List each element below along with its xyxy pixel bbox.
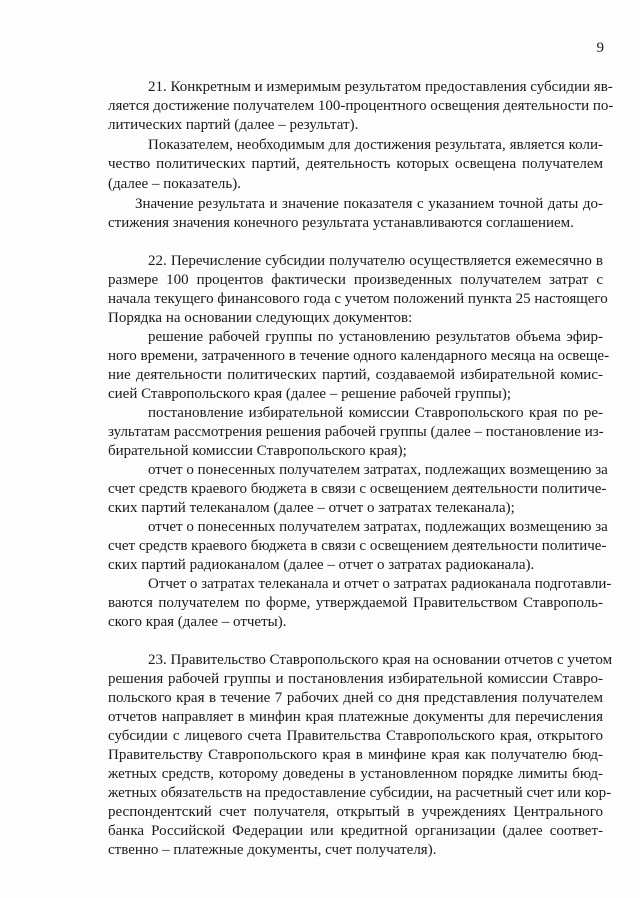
text-line: польского края в течение 7 рабочих дней со дня представления получателем [108, 690, 603, 706]
text-line: Значение результата и значение показателя с указанием точной даты до- [135, 196, 603, 212]
page-number: 9 [596, 40, 604, 56]
text-line: ваются получателем по форме, утверждаемой Правительством Ставрополь- [108, 595, 603, 611]
text-line: ского края (далее – отчеты). [108, 614, 287, 630]
text-line: 21. Конкретным и измеримым результатом предоставления субсидии яв- [148, 79, 613, 95]
text-line: сией Ставропольского края (далее – решение рабочей группы); [108, 386, 512, 402]
text-line: чество политических партий, деятельность которых освещена получателем [108, 156, 603, 172]
text-line: решение рабочей группы по установлению результатов объема эфир- [148, 329, 603, 345]
text-line: 23. Правительство Ставропольского края на основании отчетов с учетом [148, 652, 613, 668]
text-line: отчетов направляет в минфин края платежные документы для перечисления [108, 709, 603, 725]
text-line: ние деятельности политических партий, создаваемой избирательной комис- [108, 367, 603, 383]
text-line: ственно – платежные документы, счет получателя). [108, 842, 437, 858]
text-line: отчет о понесенных получателем затратах, подлежащих возмещению за [148, 462, 608, 478]
text-line: жетных средств, которому доведены в установленном порядке лимиты бюд- [108, 766, 603, 782]
text-line: начала текущего финансового года с учетом положений пункта 25 настоящего [108, 291, 608, 307]
text-line: (далее – показатель). [108, 176, 241, 192]
text-line: отчет о понесенных получателем затратах, подлежащих возмещению за [148, 519, 608, 535]
text-line: ских партий телеканалом (далее – отчет о затратах телеканала); [108, 500, 515, 516]
text-line: счет средств краевого бюджета в связи с освещением деятельности политиче- [108, 481, 607, 497]
text-line: стижения значения конечного результата устанавливаются соглашением. [108, 215, 574, 231]
text-line: Отчет о затратах телеканала и отчет о затратах радиоканала подготавли- [148, 576, 612, 592]
text-line: 22. Перечисление субсидии получателю осуществляется ежемесячно в [148, 253, 603, 269]
text-line: субсидии с лицевого счета Правительства Ставропольского края, открытого [108, 728, 603, 744]
text-line: бирательной комиссии Ставропольского края); [108, 443, 407, 459]
text-line: счет средств краевого бюджета в связи с освещением деятельности политиче- [108, 538, 607, 554]
text-line: ного времени, затраченного в течение одного календарного месяца на освеще- [108, 348, 610, 364]
text-line: решения рабочей группы и постановления избирательной комиссии Ставро- [108, 671, 603, 687]
text-line: ляется достижение получателем 100-процентного освещения деятельности по- [108, 98, 614, 114]
text-line: размере 100 процентов фактически произведенных получателем затрат с [108, 272, 603, 288]
text-line: зультатам рассмотрения решения рабочей группы (далее – постановление из- [108, 424, 604, 440]
text-line: Показателем, необходимым для достижения результата, является коли- [148, 137, 603, 153]
text-line: ских партий радиоканалом (далее – отчет о затратах радиоканала). [108, 557, 535, 573]
text-line: постановление избирательной комиссии Ставропольского края по ре- [148, 405, 603, 421]
text-line: литических партий (далее – результат). [108, 117, 359, 133]
text-line: респондентский счет получателя, открытый в учреждениях Центрального [108, 804, 603, 820]
text-line: жетных обязательств на предоставление субсидии, на расчетный счет или кор- [108, 785, 612, 801]
text-line: Порядка на основании следующих документов: [108, 310, 413, 326]
text-line: банка Российской Федерации или кредитной организации (далее соответ- [108, 823, 603, 839]
text-line: Правительству Ставропольского края в минфине края как получателю бюд- [108, 747, 603, 763]
